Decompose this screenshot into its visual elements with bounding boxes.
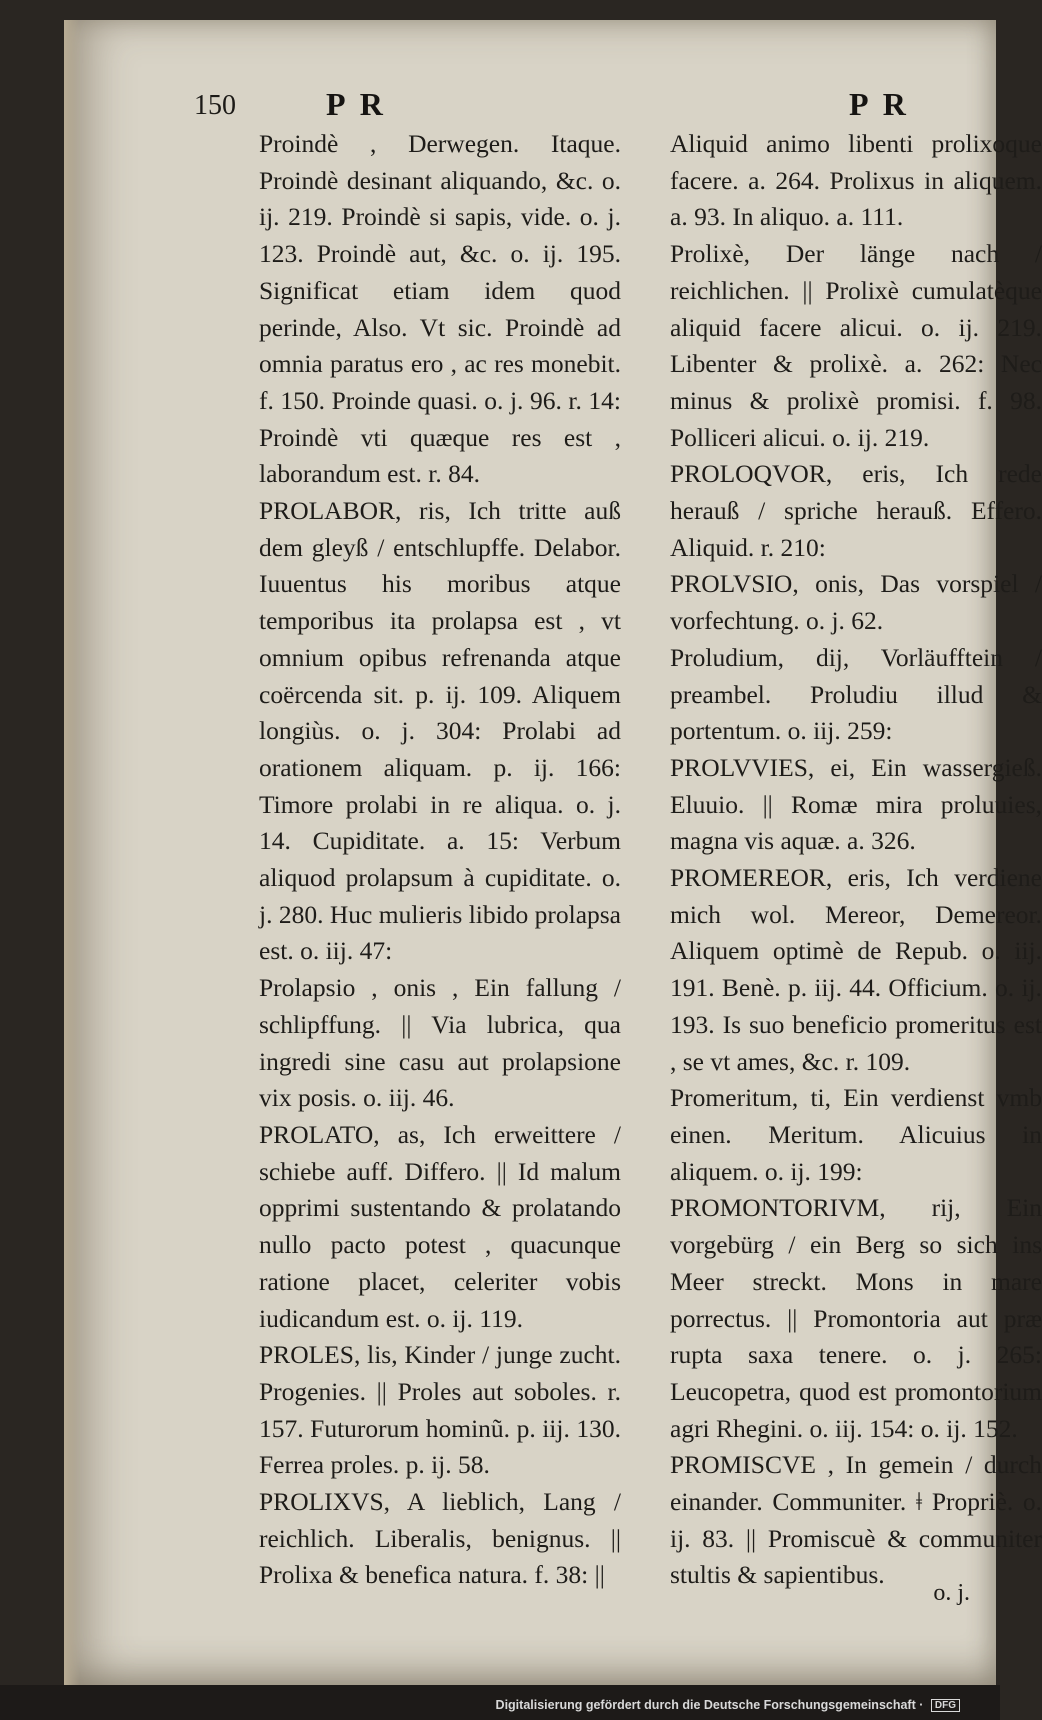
digitization-credit (496, 1698, 960, 1712)
entry-proludium: Proludium, dij, Vorläufftein / preambel. Proludiu illud & portentum. o. iij. 259: (670, 642, 1042, 746)
entry-prolusio: PROLVSIO, onis, Das vorspiel / vorfechtung. o. j. 62. (670, 569, 1042, 636)
entry-promiscue: PROMISCVE , In gemein / durch einander. Communiter. ǂ Propriè. o. ij. 83. || Promiscuè & communiter stultis & sapientibus. (670, 1450, 1042, 1590)
entry-proluvies: PROLVVIES, ei, Ein wassergieß. Eluuio. || Romæ mira proluuies, magna vis aquæ. a. 326. (670, 752, 1042, 856)
entry-promereor: PROMEREOR, eris, Ich verdiene mich wol. Mereor, Demereor. Aliquem optimè de Repub. o. iij. 191. Benè. p. iij. 44. Officium. o. ij. 193. Is suo beneficio promeritus est , se vt ames, &c. r. 109. (670, 863, 1042, 1076)
entry-prolixus: PROLIXVS, A lieblich, Lang / reichlich. Liberalis, benignus. || Prolixa & benefica natura. f. 38: || (259, 1487, 621, 1590)
credit-text: Digitalisierung gefördert durch die Deutsche Forschungsgemeinschaft · (495, 1697, 924, 1712)
page-header (64, 86, 996, 130)
entry-prolixe: Prolixè, Der länge nach / reichlichen. || Prolixè cumulatèque aliquid facere alicui. o. ij. 219. Libenter & prolixè. a. 262: Nec minus & prolixè promisi. f. 98. Polliceri alicui. o. ij. 219. (670, 239, 1042, 452)
entry-promontorium: PROMONTORIVM, rij, Ein vorgebürg / ein Berg so sich ins Meer streckt. Mons in mare porrectus. || Promontoria aut præ rupta saxa tenere. o. j. 265: Leucopetra, quod est promontorium agri Rhegini. o. iij. 154: o. ij. 152. (670, 1193, 1042, 1443)
entry-prolato: PROLATO, as, Ich erweittere / schiebe auff. Differo. || Id malum opprimi sustentando & prolatando nullo pacto potest , quacunque ratione placet, celeriter vobis iudicandum est. o. ij. 119. (259, 1119, 621, 1333)
left-running-head: P R (326, 86, 387, 122)
footer-band (0, 1685, 1000, 1720)
right-column (670, 126, 1042, 1594)
catchword: o. j. (933, 1580, 970, 1606)
right-running-head: P R (849, 86, 910, 122)
entry-prolixus-cont: Aliquid animo libenti prolixoque facere. a. 264. Prolixus in aliquem. a. 93. In aliquo. a. 111. (670, 129, 1042, 232)
entry-proles: PROLES, lis, Kinder / junge zucht. Progenies. || Proles aut soboles. r. 157. Futurorum hominũ. p. iij. 130. Ferrea proles. p. ij. 58. (259, 1340, 621, 1480)
left-column (259, 126, 621, 1594)
entry-proinde: Proindè , Derwegen. Itaque. Proindè desinant aliquando, &c. o. ij. 219. Proindè si sapis, vide. o. j. 123. Proindè aut, &c. o. ij. 195. Significat etiam idem quod perinde, Also. Vt sic. Proindè ad omnia paratus ero , ac res monebit. f. 150. Proinde quasi. o. j. 96. r. 14: Proindè vti quæque res est , laborandum est. r. 84. (259, 129, 621, 489)
entry-proloquor: PROLOQVOR, eris, Ich rede herauß / spriche herauß. Effero. Aliquid. r. 210: (670, 459, 1042, 562)
page-number: 150 (194, 90, 236, 121)
entry-promeritum: Promeritum, ti, Ein verdienst vmb einen. Meritum. Alicuius in aliquem. o. ij. 199: (670, 1083, 1042, 1186)
book-page (64, 20, 1042, 1685)
entry-prolapsio: Prolapsio , onis , Ein fallung / schlipffung. || Via lubrica, qua ingredi sine casu aut prolapsione vix posis. o. iij. 46. (259, 973, 621, 1113)
entry-prolabor: PROLABOR, ris, Ich tritte auß dem gleyß / entschlupffe. Delabor. Iuuentus his moribus atque temporibus ita prolapsa est , vt omnium opibus refrenanda atque coërcenda sit. p. ij. 109. Aliquem longiùs. o. j. 304: Prolabi ad orationem aliquam. p. ij. 166: Timore prolabi in re aliqua. o. j. 14. Cupiditate. a. 15: Verbum aliquod prolapsum à cupiditate. o. j. 280. Huc mulieris libido prolapsa est. o. iij. 47: (259, 496, 621, 966)
dfg-logo-icon: DFG (931, 1699, 960, 1712)
